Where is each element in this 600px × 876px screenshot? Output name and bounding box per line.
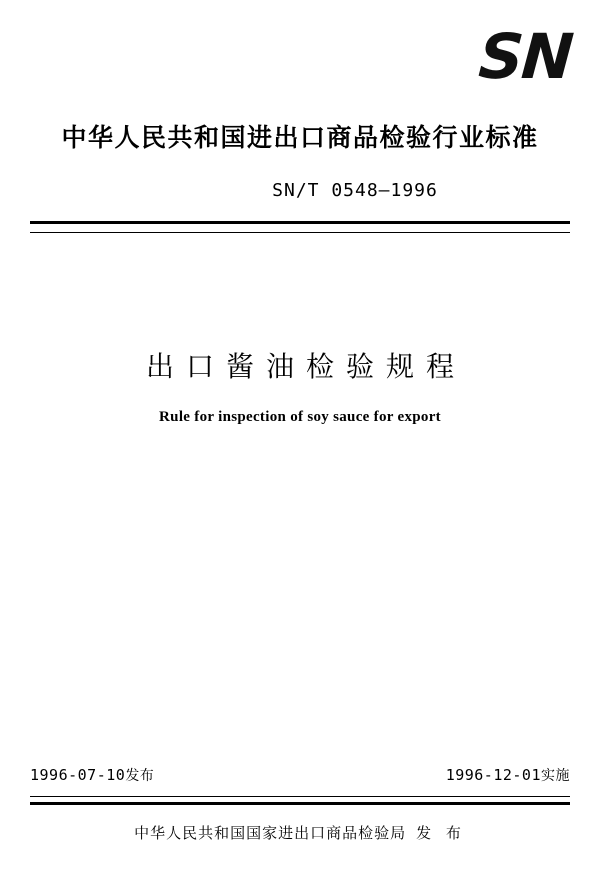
publisher-name: 中华人民共和国国家进出口商品检验局 [134,824,407,842]
effective-date-label: 实施 [541,768,570,784]
issue-date [30,765,154,785]
publisher-issue-label: 发 布 [416,824,466,842]
dates-row [30,765,570,785]
document-title-english: Rule for inspection of soy sauce for export [159,409,441,425]
standard-series-title: 中华人民共和国进出口商品检验行业标准 [61,123,539,152]
divider-bottom-thin [30,796,570,797]
issue-date-value: 1996-07-10 [30,766,126,784]
publisher-line [0,822,600,843]
effective-date [446,765,570,785]
divider-top-thick [30,221,570,224]
sn-logo-container [476,20,575,93]
effective-date-value: 1996-12-01 [445,766,541,784]
sn-logo-icon: SN [476,20,575,93]
issue-date-label: 发布 [125,768,155,784]
document-title-chinese: 出口酱油检验规程 [145,350,466,383]
divider-top-thin [30,232,570,233]
standard-number: SN/T 0548—1996 [272,180,438,201]
divider-bottom-thick [30,802,570,805]
